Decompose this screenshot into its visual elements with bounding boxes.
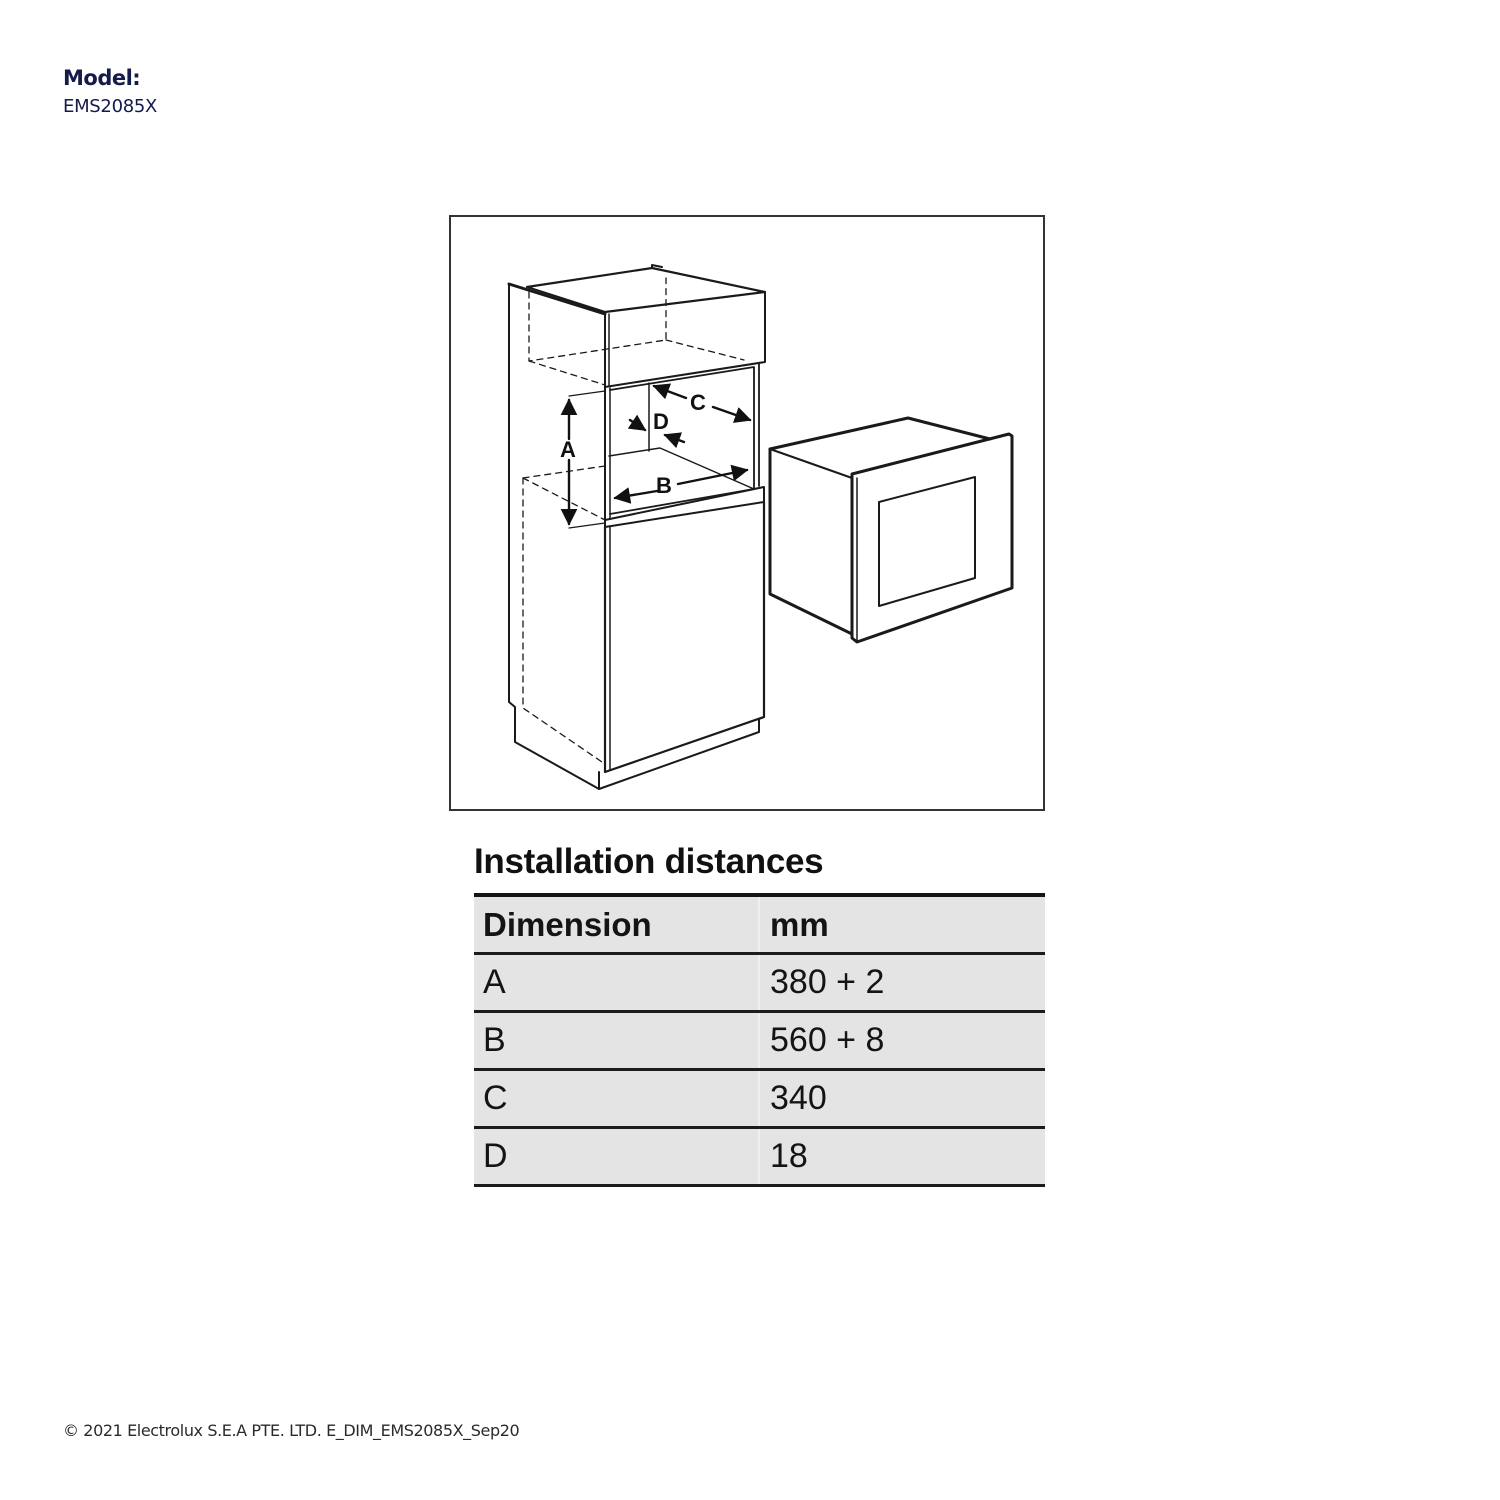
- column-header-dimension: Dimension: [474, 895, 759, 954]
- cabinet-diagram-svg: [451, 217, 1043, 809]
- dimension-arrows: [569, 386, 750, 524]
- mm-cell: 18: [759, 1128, 1045, 1186]
- dimension-label-d: D: [653, 409, 669, 434]
- mm-cell: 560 + 8: [759, 1012, 1045, 1070]
- section-title: Installation distances: [474, 842, 824, 881]
- dimension-label-b: B: [656, 473, 672, 498]
- lower-cabinet-door: [599, 487, 764, 789]
- dimension-cell: C: [474, 1070, 759, 1128]
- dimension-cell: A: [474, 954, 759, 1012]
- table-row: [474, 1012, 1045, 1070]
- model-label: Model:: [63, 66, 141, 90]
- microwave-appliance: [770, 418, 1012, 642]
- dimension-label-a: A: [560, 437, 576, 462]
- copyright-footer: © 2021 Electrolux S.E.A PTE. LTD. E_DIM_EMS2085X_Sep20: [63, 1421, 520, 1440]
- installation-diagram: [449, 215, 1045, 811]
- table-row: [474, 1070, 1045, 1128]
- table-row: [474, 954, 1045, 1012]
- installation-distances-table: [474, 893, 1045, 1187]
- hidden-lines-top: [529, 278, 744, 385]
- dimension-cell: B: [474, 1012, 759, 1070]
- dimension-label-c: C: [690, 390, 706, 415]
- mm-cell: 340: [759, 1070, 1045, 1128]
- top-compartment: [527, 265, 765, 387]
- model-number: EMS2085X: [63, 96, 158, 117]
- mm-cell: 380 + 2: [759, 954, 1045, 1012]
- table-row: [474, 1128, 1045, 1186]
- column-header-mm: mm: [759, 895, 1045, 954]
- hidden-lines-bottom: [523, 466, 605, 762]
- dimension-cell: D: [474, 1128, 759, 1186]
- table-header-row: [474, 895, 1045, 954]
